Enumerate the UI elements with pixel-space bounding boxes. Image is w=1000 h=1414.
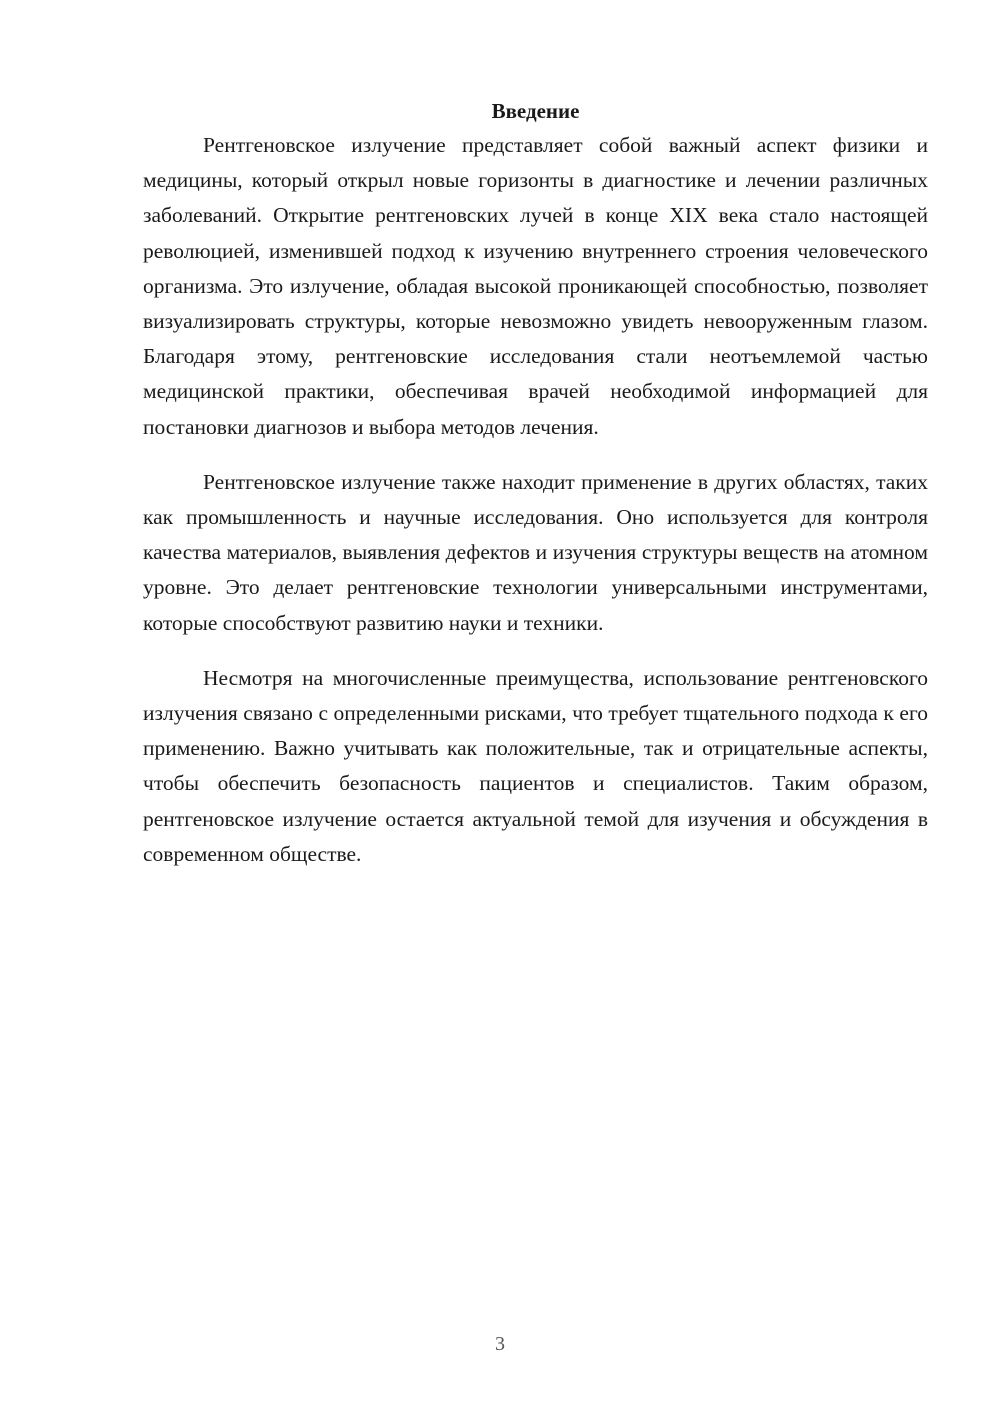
paragraph-3: Несмотря на многочисленные преимущества, использование рентгеновского излучения связано с определенными рисками, что требует тщательного подхода к его применению. Важно учитывать как положительные, так и отрицательные аспекты, чтобы обеспечить безопасность пациентов и специалистов. Таким образом, рентгеновское излучение остается актуальной темой для изучения и обсуждения в современном обществе. — [143, 665, 928, 866]
paragraph-2: Рентгеновское излучение также находит применение в других областях, таких как промышленность и научные исследования. Оно используется для контроля качества материалов, выявления дефектов и изучения структуры веществ на атомном уровне. Это делает рентгеновские технологии универсальными инструментами, которые способствуют развитию науки и техники. — [143, 469, 928, 635]
page-number: 3 — [495, 1333, 505, 1355]
paragraph-1: Рентгеновское излучение представляет собой важный аспект физики и медицины, который открыл новые горизонты в диагностике и лечении различных заболеваний. Открытие рентгеновских лучей в конце XIX века стало настоящей революцией, изменившей подход к изучению внутреннего строения человеческого организма. Это излучение, обладая высокой проникающей способностью, позволяет визуализировать структуры, которые невозможно увидеть невооруженным глазом. Благодаря этому, рентгеновские исследования стали неотъемлемой частью медицинской практики, обеспечивая врачей необходимой информацией для постановки диагнозов и выбора методов лечения. — [143, 133, 928, 439]
page-content — [143, 96, 928, 892]
section-heading: Введение — [491, 99, 580, 123]
